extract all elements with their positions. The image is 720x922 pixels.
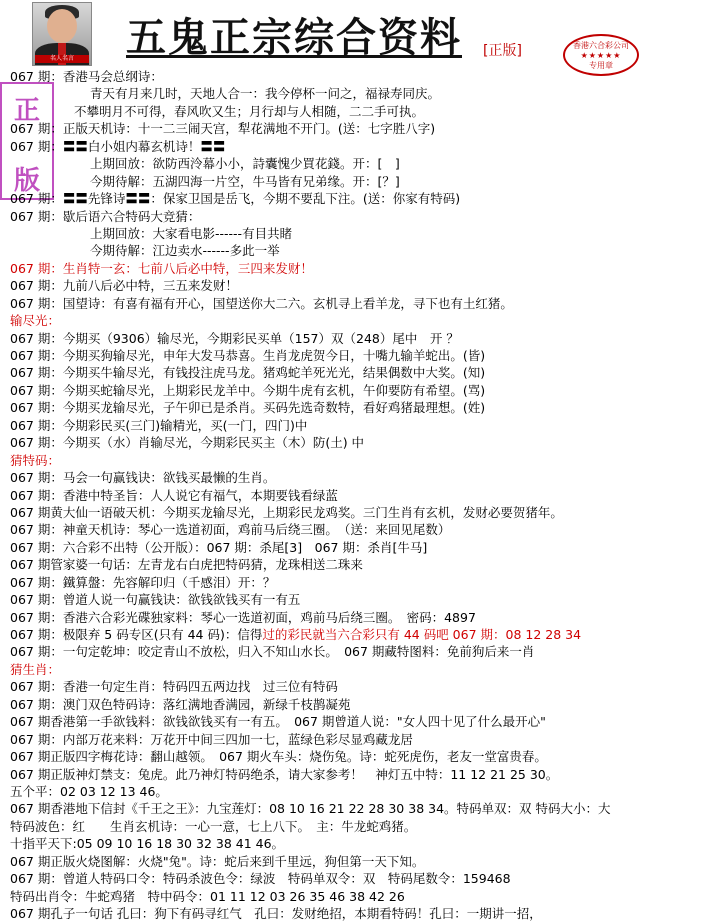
- text-line: 十指平天下:05 09 10 16 18 30 32 38 41 46。: [10, 836, 285, 852]
- content-lines: [10, 68, 716, 922]
- text-line: 067 期：曾道人特码口令：特码杀波色令：绿波 特码单双令：双 特码尾数令：159468: [10, 871, 511, 887]
- page-header: [0, 0, 720, 70]
- text-line: 猜特码：: [10, 452, 61, 468]
- text-line: 067 期正版火烧图解：火烧"兔"。诗：蛇后来到千里远，狗但第一天下知。: [10, 853, 425, 869]
- text-line: 特码出肖令：牛蛇鸡猪 特中码令：01 11 12 03 26 35 46 38 42 26: [10, 888, 405, 904]
- text-line: 067 期：今期彩民买(三门)输精光，买(一门，四门)中: [10, 417, 308, 433]
- text-line: 067 期：香港马会总纲诗：: [10, 69, 163, 84]
- text-line: 067 期：六合彩不出特（公开版）：067 期：杀尾[3] 067 期：杀肖[牛马]: [10, 539, 428, 555]
- text-line: 067 期：今期买（水）肖输尽光，今期彩民买主（木）防(土) 中: [10, 435, 365, 451]
- text-line: 输尽光：: [10, 313, 61, 329]
- text-line: 青天有月来几时，天地人合一：我今停杯一问之，福禄寿同庆。: [90, 86, 441, 102]
- text-line: 067 期：香港中特圣旨：人人说它有福气，本期要钱看绿蓝: [10, 487, 338, 503]
- text-line: 067 期：歇后语六合特码大竞猜：: [10, 208, 201, 224]
- text-line: 067 期香港第一手欲钱料：欲钱欲钱买有一有五。 067 期曾道人说："女人四十见了什么最开心": [10, 714, 546, 730]
- text-line: 不攀明月不可得，春风吹又生；月行却与人相随，二二手可执。: [74, 103, 425, 119]
- text-line: 067 期：鐵算盤：先容解印归（千感泪）开：？: [10, 574, 276, 590]
- text-line: 特码波色：红 生肖玄机诗：一心一意，七上八下。 主：牛龙蛇鸡猪。: [10, 818, 417, 834]
- seal-line1: 香港六合彩公司: [573, 41, 629, 50]
- text-line: 067 期：生肖特一玄：七前八后必中特，三四来发财！: [10, 260, 313, 276]
- stamp-char-2: 版: [14, 166, 41, 196]
- text-line: 067 期：今期买蛇输尽光，上期彩民龙羊中。今期牛虎有玄机，午仰要防有希望。(骂): [10, 382, 486, 398]
- avatar: [32, 2, 92, 66]
- text-line: 067 期：神童天机诗：琴心一选道初面，鸡前马后绕三圈。 （送：来回见尾数）: [10, 522, 451, 538]
- title-tag: [正版]: [483, 43, 522, 59]
- text-line: 上期回放：欲防西泠幕小小，詩囊愧少買花錢。开：[ ]: [90, 156, 400, 172]
- seal-line2: 专用章: [589, 61, 613, 70]
- text-line: 067 期：国望诗：有喜有福有开心，国望送你大二六。玄机寻上看羊龙，寻下也有土红猪。: [10, 295, 513, 311]
- avatar-caption: 名人名言: [35, 55, 89, 63]
- text-line: 067 期：〓〓白小姐内幕玄机诗！〓〓: [10, 138, 226, 154]
- text-line: 067 期正版四字梅花诗：翻山越领。 067 期火车头：烧伤兔。诗：蛇死虎伤，老友一堂富贵春。: [10, 749, 547, 765]
- text-line: 067 期：香港一句定生肖：特码四五两边找 过三位有特码: [10, 679, 338, 695]
- seal-stars: ★★★★★: [580, 51, 622, 60]
- text-line: 067 期：〓〓先锋诗〓〓：保家卫国是岳飞，今期不要乱下注。(送：你家有特码): [10, 191, 461, 207]
- page-title: 五鬼正宗综合资料: [126, 14, 462, 61]
- text-line: 067 期：今期买狗输尽光，申年大发马恭喜。生肖龙虎贺今日，十嘴九输羊蛇出。(皆): [10, 348, 486, 363]
- text-line: 067 期管家婆一句话：左青龙右白虎把特码猜，龙珠相送二珠来: [10, 557, 363, 573]
- text-line: 067 期：今期买（9306）输尽光，今期彩民买单（157）双（248）尾中 开 ？: [10, 330, 459, 346]
- text-line: 067 期正版神灯禁支：兔虎。此乃神灯特码绝杀，请大家参考！ 神灯五中特：11 12 21 25 30。: [10, 766, 559, 782]
- text-line: 067 期香港地下信封《千王之王》：九宝莲灯：08 10 16 21 22 28 30 38 34。特码单双：双 特码大小：大: [10, 801, 611, 817]
- text-line: 猜生肖：: [10, 661, 61, 677]
- text-line: 067 期：九前八后必中特，三五来发财！: [10, 278, 238, 294]
- text-line: 067 期黄大仙一语破天机：今期买龙输尽光，上期彩民龙鸡奖。三门生肖有玄机，发财必要贺猪年。: [10, 504, 563, 520]
- text-line-highlight: 过的彩民就当六合彩只有 44 码吧 067 期：08 12 28 34: [262, 627, 582, 642]
- text-line: 五个平：02 03 12 13 46。: [10, 783, 168, 799]
- text-line: 067 期：马会一句赢钱诀：欲钱买最懒的生肖。: [10, 470, 276, 486]
- text-line: 067 期：今期买龙输尽光，子午卯已是杀肖。买码先选奇数特，看好鸡猪最理想。(姓): [10, 400, 486, 416]
- text-line: 067 期：今期买牛输尽光，有钱投注虎马龙。猪鸡蛇羊死光光，结果偶数中大奖。(知): [10, 365, 486, 381]
- text-line: 067 期：正版天机诗：十一二三闹天宫，犁花满地不开门。(送：七字胜八字): [10, 121, 436, 137]
- text-line: 今期待解：五湖四海一片空，牛马皆有兄弟缘。开：[？]: [90, 173, 400, 189]
- text-line: 今期待解：江边卖水------多此一举: [90, 243, 280, 259]
- text-line: 067 期：澳门双色特码诗：落红满地香满园，新绿千枝鹊凝苑: [10, 696, 351, 712]
- text-line: 067 期：内部万花来料：万花开中间三四加一七，蓝绿色彩尽显鸡藏龙居: [10, 731, 413, 747]
- text-line: 067 期：一句定乾坤：咬定青山不放松，归入不知山水长。 067 期藏特图料：免前狗后来一肖: [10, 644, 535, 660]
- text-line: [10, 626, 716, 643]
- text-line: 067 期：曾道人说一句赢钱诀：欲钱欲钱买有一有五: [10, 592, 301, 608]
- text-line: 067 期：香港六合彩光碟独家料：琴心一选道初面，鸡前马后绕三圈。 密码：4897: [10, 609, 476, 625]
- text-line: 上期回放：大家看电影------有目共睹: [90, 225, 293, 241]
- text-line-part: 067 期：极限弃 5 码专区(只有 44 码)：信得: [10, 627, 263, 642]
- avatar-face: [47, 9, 77, 43]
- text-line: 067 期孔子一句话 孔曰：狗下有码寻红气 孔曰：发财绝招，本期看特码！孔曰：一期讲一招，: [10, 906, 542, 921]
- stamp-char-1: 正: [14, 96, 41, 126]
